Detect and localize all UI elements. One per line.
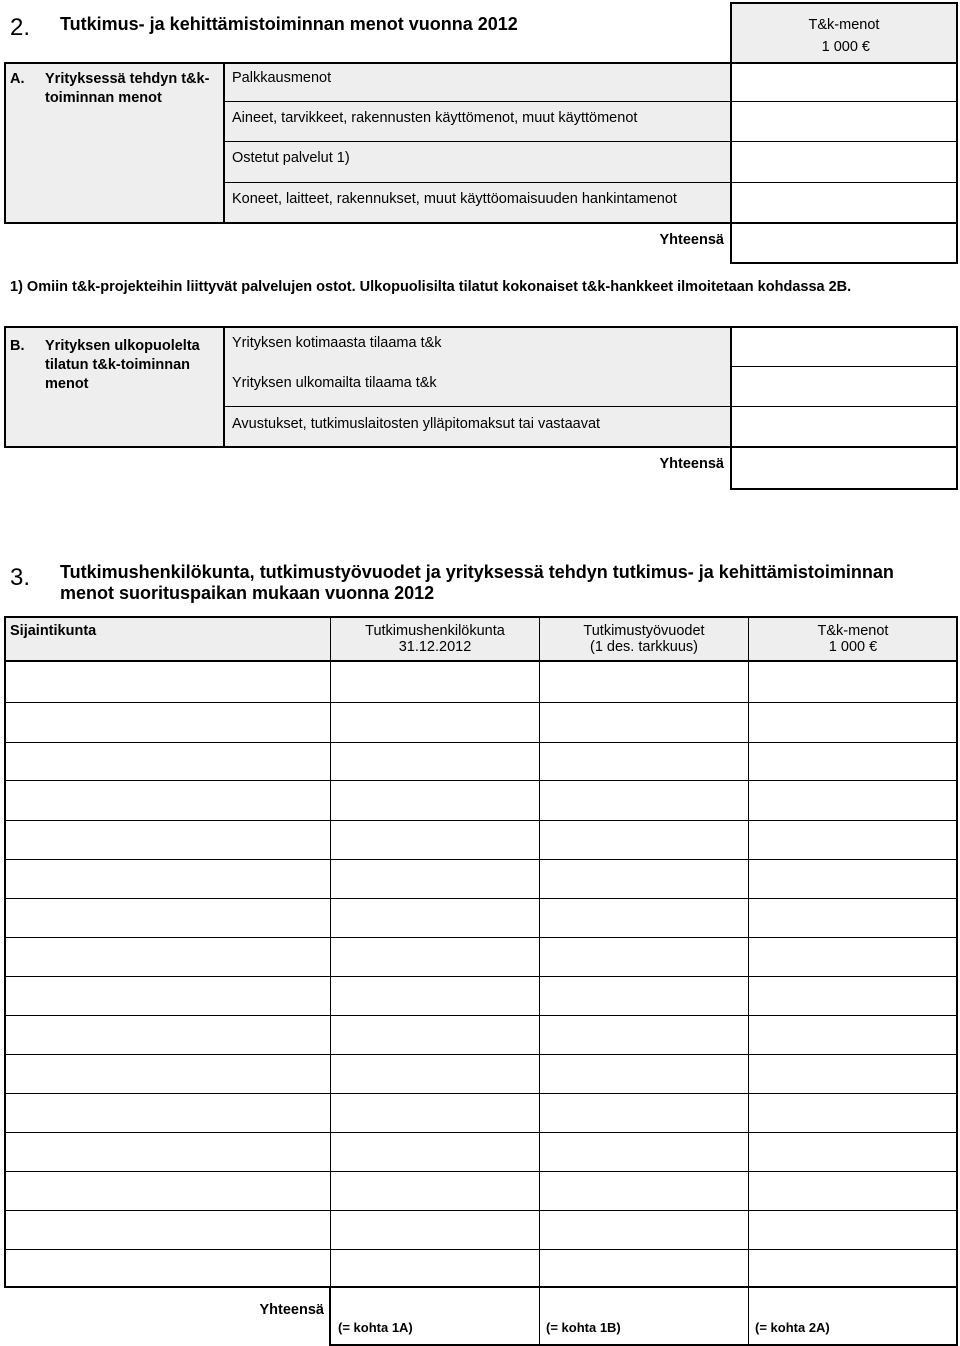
section-2-title: Tutkimus- ja kehittämistoiminnan menot vuonna 2012	[60, 14, 518, 34]
column-header-personnel	[331, 623, 539, 655]
column-header-sub: 31.12.2012	[398, 639, 472, 655]
research-years-input-column[interactable]	[540, 662, 748, 1288]
input-salaries[interactable]	[732, 64, 956, 101]
input-domestic[interactable]	[732, 328, 956, 366]
column-header-label: T&k-menot	[817, 623, 889, 639]
part-a-label: toiminnan menot	[45, 90, 162, 106]
column-header-expenses	[749, 623, 957, 655]
column-header-label: Tutkimushenkilökunta	[365, 623, 505, 639]
column-header-sub: (1 des. tarkkuus)	[590, 639, 698, 655]
section-3-title: Tutkimushenkilökunta, tutkimustyövuodet ja yrityksessä tehdyn tutkimus- ja kehittämistoiminnan	[60, 562, 894, 582]
divider	[224, 141, 732, 142]
section-2-number: 2.	[10, 14, 31, 41]
row-label-salaries: Palkkausmenot	[232, 70, 332, 86]
input-total-2a[interactable]	[732, 224, 956, 262]
part-b-label: menot	[45, 376, 89, 392]
input-materials[interactable]	[732, 102, 956, 141]
row-label-foreign: Yrityksen ulkomailta tilaama t&k	[232, 375, 437, 391]
divider	[224, 101, 732, 102]
row-label-materials: Aineet, tarvikkeet, rakennusten käyttömenot, muut käyttömenot	[232, 110, 638, 126]
part-b-label: tilatun t&k-toiminnan	[45, 357, 190, 373]
divider	[223, 62, 225, 224]
row-label-services: Ostetut palvelut 1)	[232, 150, 350, 166]
part-b-letter: B.	[10, 338, 25, 354]
column-header-sub: 1 000 €	[828, 639, 878, 655]
column-header-label: T&k-menot	[808, 17, 880, 33]
divider	[223, 326, 225, 448]
divider	[224, 182, 732, 183]
row-label-equipment: Koneet, laitteet, rakennukset, muut käyttöomaisuuden hankintamenot	[232, 191, 677, 207]
part-b-label: Yrityksen ulkopuolelta	[45, 338, 200, 354]
section-3-title: menot suorituspaikan mukaan vuonna 2012	[60, 583, 435, 603]
divider	[224, 406, 732, 407]
column-header-unit: 1 000 €	[821, 39, 870, 55]
total-ref-1b: (= kohta 1B)	[546, 1320, 621, 1335]
total-ref-1a: (= kohta 1A)	[338, 1320, 413, 1335]
section-3-number: 3.	[10, 564, 31, 591]
column-header-label: Tutkimustyövuodet	[583, 623, 705, 639]
column-header-research-years	[540, 623, 748, 655]
part-a-letter: A.	[10, 71, 25, 87]
total-label-3: Yhteensä	[259, 1302, 324, 1318]
part-a-label: Yrityksessä tehdyn t&k-	[45, 71, 210, 87]
location-input-column[interactable]	[6, 662, 330, 1288]
input-foreign[interactable]	[732, 367, 956, 406]
total-ref-2a: (= kohta 2A)	[755, 1320, 830, 1335]
input-services[interactable]	[732, 142, 956, 182]
footnote: 1) Omiin t&k-projekteihin liittyvät palvelujen ostot. Ulkopuolisilta tilatut kokonaiset t&k-hankkeet ilmoitetaan kohdassa 2B.	[10, 279, 852, 295]
row-label-grants: Avustukset, tutkimuslaitosten ylläpitomaksut tai vastaavat	[232, 416, 601, 432]
total-expenses-input[interactable]	[749, 1288, 956, 1344]
row-label-domestic: Yrityksen kotimaasta tilaama t&k	[232, 335, 442, 351]
input-total-2b[interactable]	[732, 448, 956, 488]
total-label-2a: Yhteensä	[659, 232, 724, 248]
total-label-2b: Yhteensä	[659, 456, 724, 472]
input-grants[interactable]	[732, 407, 956, 446]
input-equipment[interactable]	[732, 183, 956, 222]
personnel-input-column[interactable]	[331, 662, 539, 1288]
expenses-input-column[interactable]	[749, 662, 956, 1288]
total-personnel-input[interactable]	[331, 1288, 539, 1344]
total-research-years-input[interactable]	[540, 1288, 748, 1344]
column-header-location: Sijaintikunta	[10, 623, 97, 639]
